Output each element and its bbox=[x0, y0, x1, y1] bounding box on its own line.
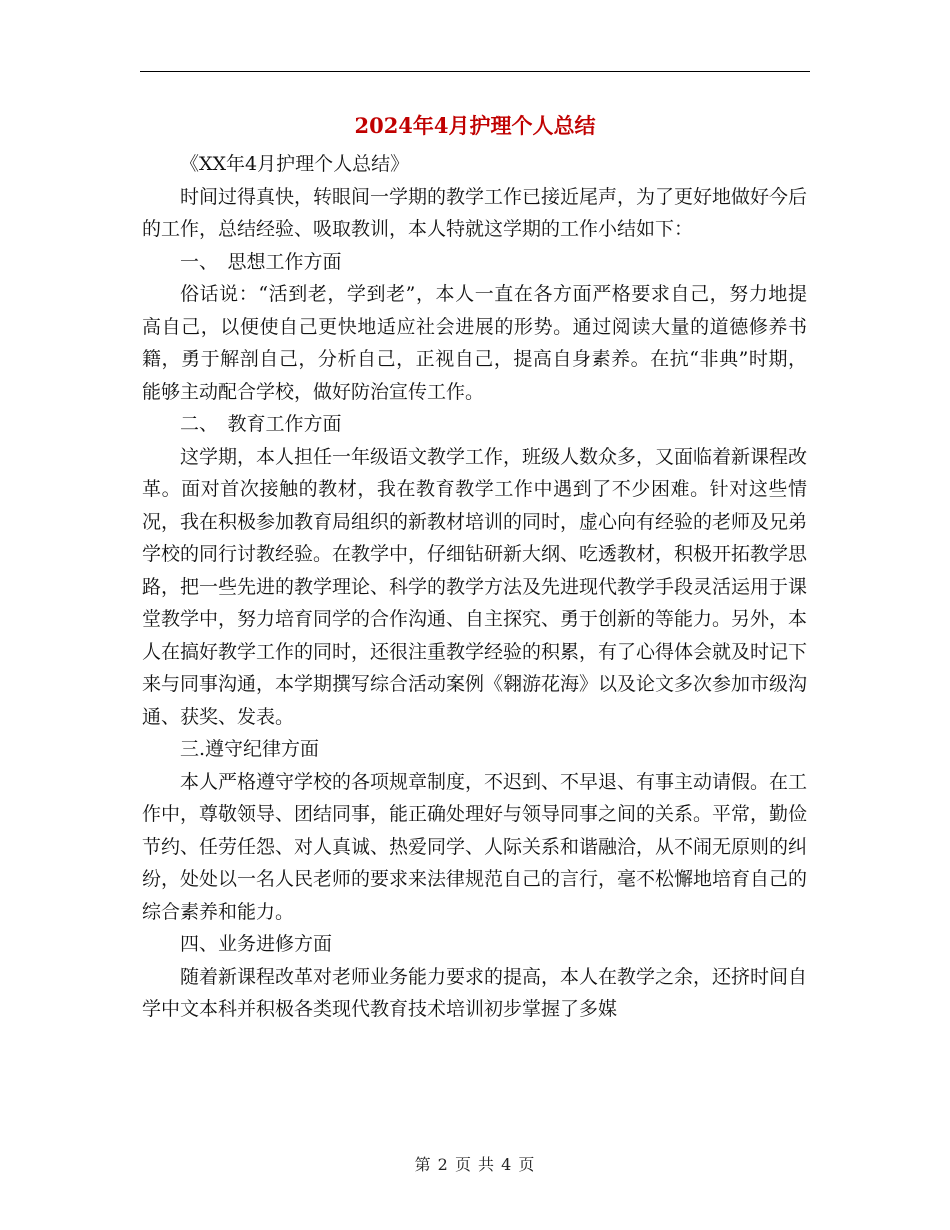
subtitle-paragraph: 《XX年4月护理个人总结》 bbox=[180, 153, 410, 175]
section-heading-2: 二、 教育工作方面 bbox=[180, 413, 342, 435]
section-paragraph-4: 随着新课程改革对老师业务能力要求的提高，本人在教学之余，还挤时间自学中文本科并积极各类现代教育技术培训初步掌握了多媒 bbox=[142, 965, 808, 1020]
section-heading-1: 一、 思想工作方面 bbox=[180, 250, 342, 273]
document-title: 2024年4月护理个人总结 bbox=[354, 113, 596, 138]
section-paragraph-1: 俗话说：“活到老，学到老”，本人一直在各方面严格要求自己，努力地提高自己，以便使自己更快地适应社会进展的形势。通过阅读大量的道德修养书籍，勇于解剖自己，分析自己，正视自己，提高自身素养。在抗“非典”时期，能够主动配合学校，做好防治宣传工作。 bbox=[142, 283, 807, 403]
section-heading-3: 三.遵守纪律方面 bbox=[180, 738, 320, 760]
section-heading-4: 四、业务进修方面 bbox=[180, 933, 333, 955]
section-paragraph-2: 这学期，本人担任一年级语文教学工作，班级人数众多，又面临着新课程改革。面对首次接触的教材，我在教育教学工作中遇到了不少困难。针对这些情况，我在积极参加教育局组织的新教材培训的同时，虚心向有经验的老师及兄弟学校的同行讨教经验。在教学中，仔细钻研新大纲、吃透教材，积极开拓教学思路，把一些先进的教学理论、科学的教学方法及先进现代教学手段灵活运用于课堂教学中，努力培育同学的合作沟通、自主探究、勇于创新的等能力。另外，本人在搞好教学工作的同时，还很注重教学经验的积累，有了心得体会就及时记下来与同事沟通，本学期撰写综合活动案例《翱游花海》以及论文多次参加市级沟通、获奖、发表。 bbox=[142, 445, 808, 728]
section-paragraph-3: 本人严格遵守学校的各项规章制度，不迟到、不早退、有事主动请假。在工作中，尊敬领导、团结同事，能正确处理好与领导同事之间的关系。平常，勤俭节约、任劳任怨、对人真诚、热爱同学、人际关系和谐融洽，从不闹无原则的纠纷，处处以一名人民老师的要求来法律规范自己的言行，毫不松懈地培育自己的综合素养和能力。 bbox=[142, 770, 808, 923]
page-number-footer: 第 2 页 共 4 页 bbox=[414, 1155, 536, 1174]
document-body bbox=[142, 148, 807, 1026]
intro-paragraph: 时间过得真快，转眼间一学期的教学工作已接近尾声，为了更好地做好今后的工作，总结经验、吸取教训，本人特就这学期的工作小结如下： bbox=[142, 185, 808, 240]
header-rule bbox=[140, 71, 810, 72]
